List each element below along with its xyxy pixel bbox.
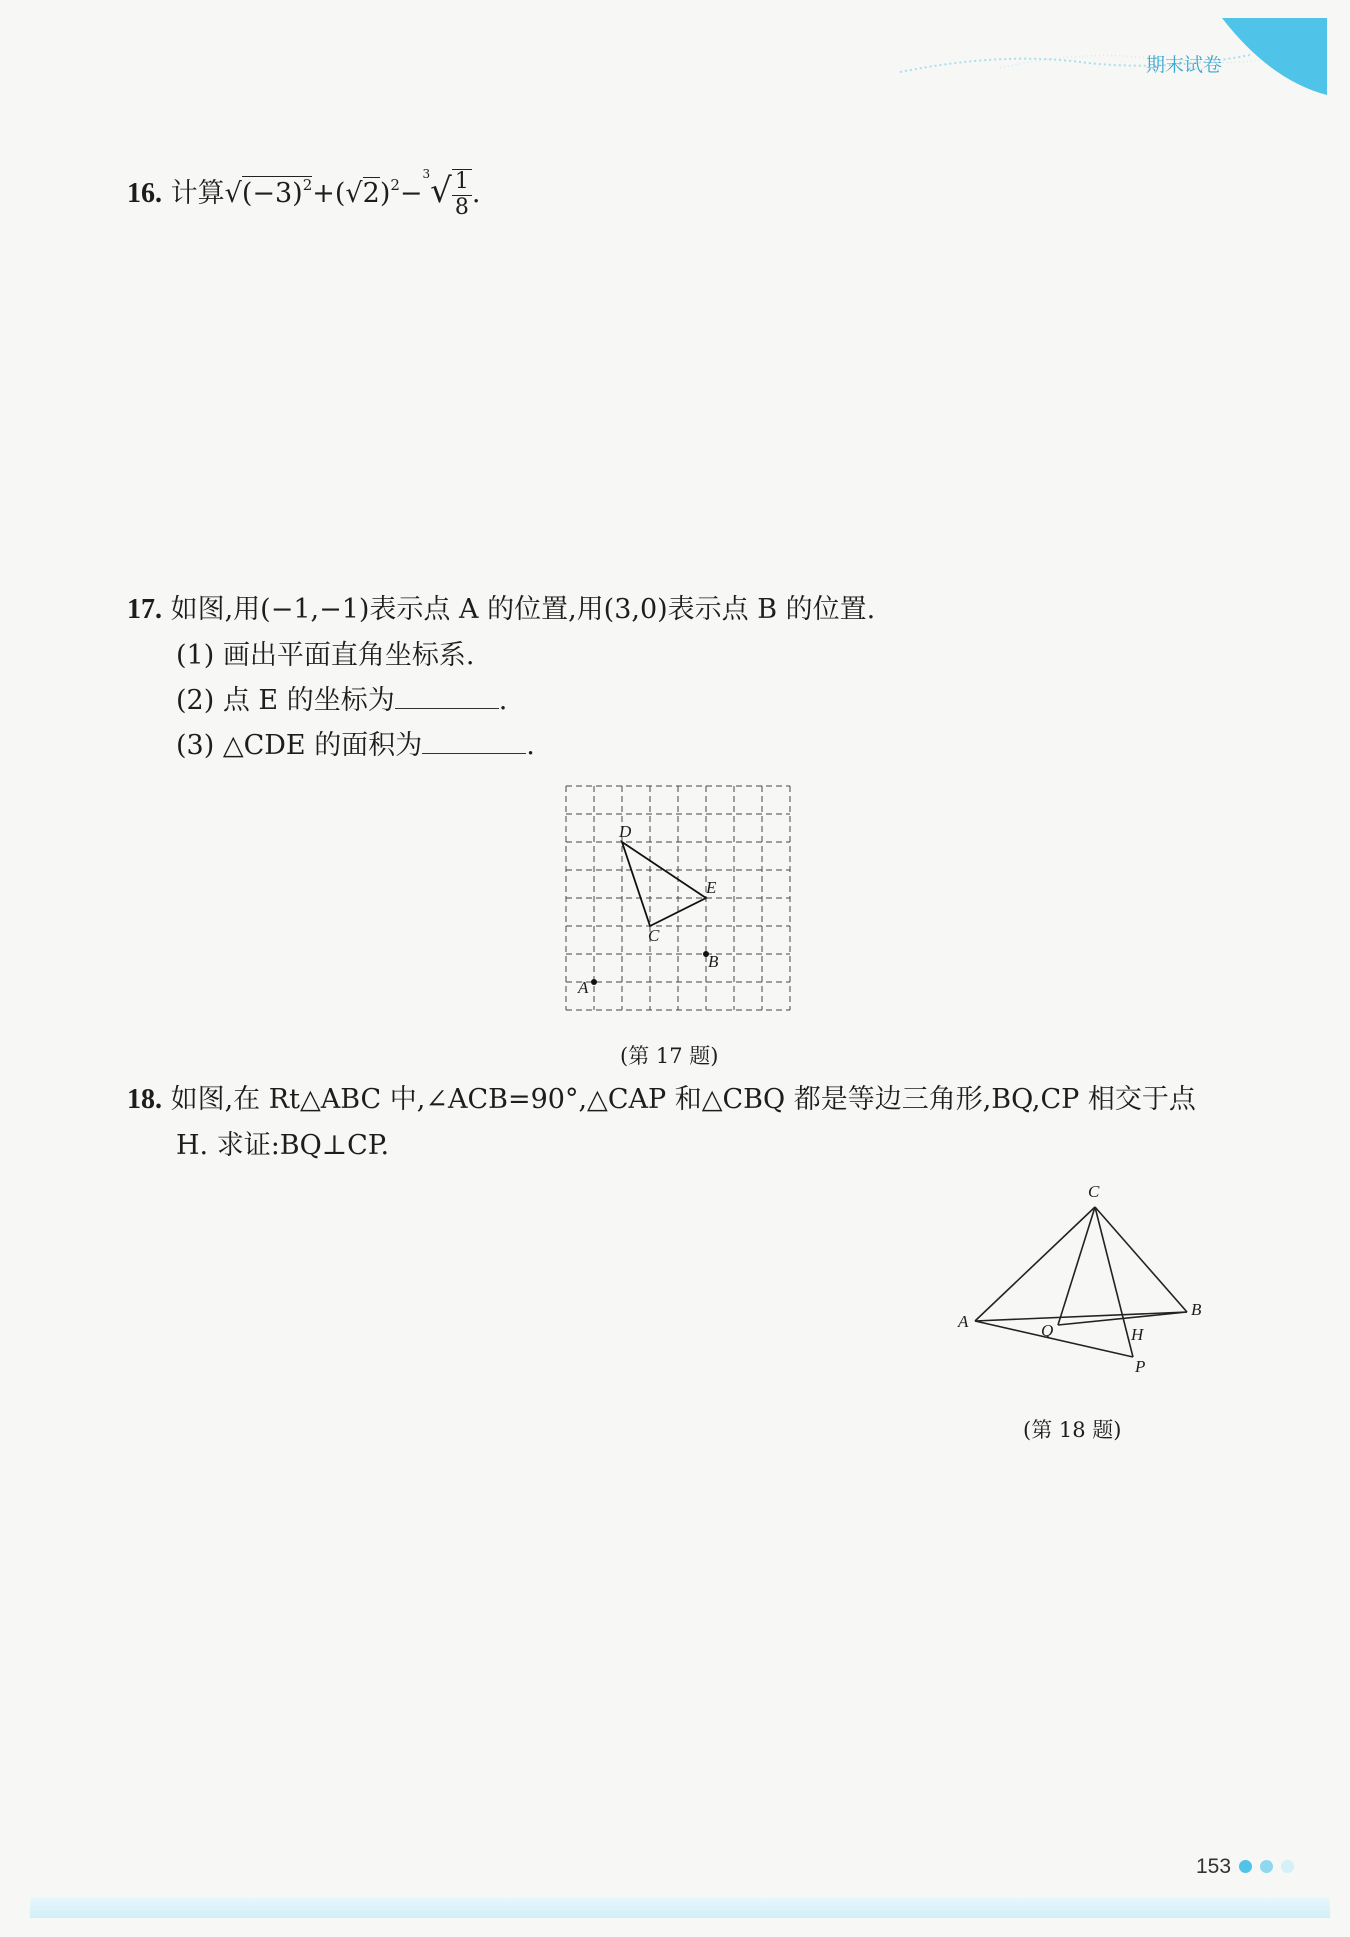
question-number: 16. xyxy=(127,178,162,209)
question-line1: 如图,在 Rt△ABC 中,∠ACB=90°,△CAP 和△CBQ 都是等边三角形,BQ,CP 相交于点 xyxy=(170,1084,1196,1115)
question-stem: 如图,用(−1,−1)表示点 A 的位置,用(3,0)表示点 B 的位置. xyxy=(170,594,876,625)
figure-18 xyxy=(955,1182,1205,1385)
label-Q: Q xyxy=(1041,1321,1054,1340)
q17-part3: (3) △CDE 的面积为 . xyxy=(176,730,535,761)
triangle-CDE xyxy=(622,842,706,926)
answer-blank[interactable] xyxy=(395,686,499,709)
sqrt-sign-b: √ xyxy=(345,178,363,209)
label-C: C xyxy=(648,926,660,945)
label-B: B xyxy=(708,952,719,971)
decorative-dot xyxy=(1260,1860,1273,1873)
answer-blank[interactable] xyxy=(422,731,526,754)
figure-18-caption: (第 18 题) xyxy=(1023,1418,1122,1442)
label-C: C xyxy=(1088,1182,1100,1201)
question-17 xyxy=(127,596,875,624)
figure-17 xyxy=(560,780,796,1012)
decorative-dot xyxy=(1239,1860,1252,1873)
radicand-b: 2 xyxy=(362,178,380,209)
question-number: 18. xyxy=(127,1084,162,1115)
label-E: E xyxy=(706,878,717,897)
page-number: 153 xyxy=(1196,1855,1232,1878)
label-B: B xyxy=(1191,1300,1202,1319)
q17-part2: (2) 点 E 的坐标为 . xyxy=(176,685,508,716)
page-number-area xyxy=(1196,1855,1294,1879)
q17-part1: (1) 画出平面直角坐标系. xyxy=(176,640,475,671)
radicand-a: $(-3)^2$ xyxy=(241,176,313,209)
decorative-dot xyxy=(1281,1860,1294,1873)
figure-17-caption: (第 17 题) xyxy=(620,1044,719,1068)
label-H: H xyxy=(1131,1325,1144,1344)
sqrt-sign-c: √ xyxy=(430,171,452,211)
question-number: 17. xyxy=(127,594,162,625)
minus-text: − xyxy=(399,178,423,209)
exponent-b: 2 xyxy=(390,176,400,194)
label-A: A xyxy=(958,1312,969,1331)
segment-AB xyxy=(975,1312,1187,1321)
label-P: P xyxy=(1135,1357,1146,1376)
sqrt-sign: √ xyxy=(224,178,242,209)
question-16: 16. 计算$√(-3)^2+(√2)^2-^3√$ $\frac{1}{8}$ . xyxy=(127,167,481,220)
grid-diagram xyxy=(560,780,796,1012)
section-label: 期末试卷 xyxy=(1146,54,1223,76)
question-18 xyxy=(127,1086,1196,1114)
label-D: D xyxy=(619,822,632,841)
label-A: A xyxy=(578,978,589,997)
plus-text: +( xyxy=(312,178,346,209)
triangle-diagram xyxy=(955,1185,1205,1385)
footer-band xyxy=(30,1898,1330,1918)
cube-index: 3 xyxy=(422,167,431,181)
point-A xyxy=(591,979,597,985)
segment-AP xyxy=(975,1321,1133,1357)
question-text: 计算 xyxy=(170,178,225,209)
fraction: $\frac{1}{8}$ xyxy=(452,169,472,219)
question-18-line2: H. 求证:BQ⊥CP. xyxy=(176,1130,390,1161)
end-period: . xyxy=(471,178,481,209)
